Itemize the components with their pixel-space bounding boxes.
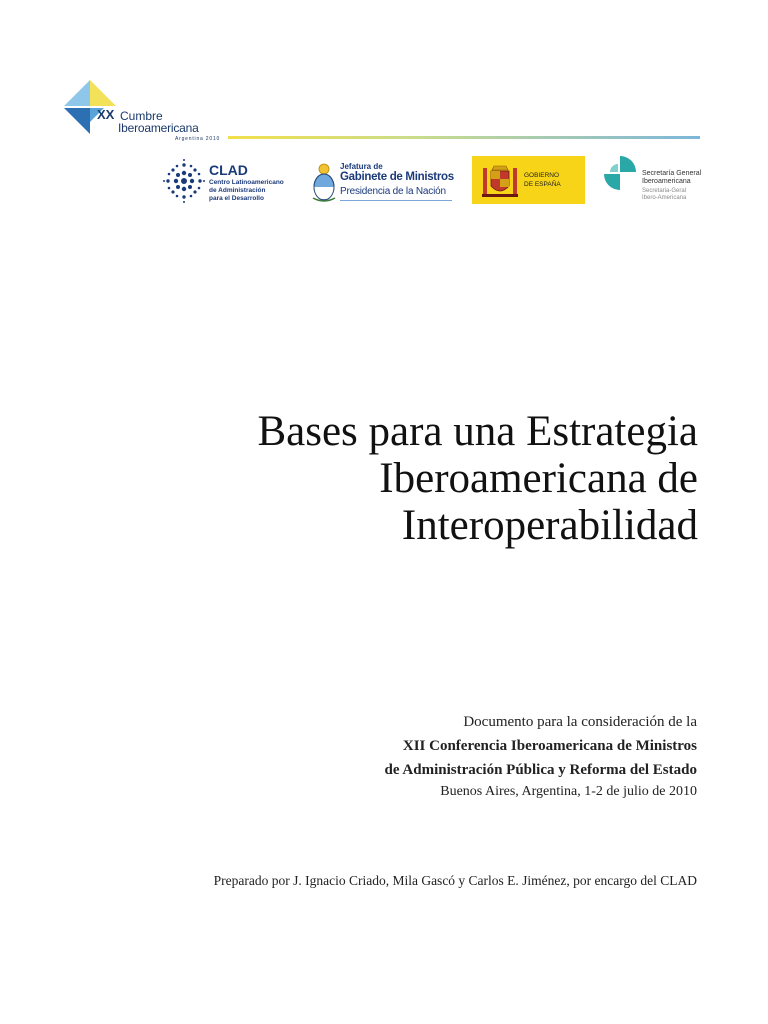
document-title: [120, 408, 698, 549]
segib-line1: Secretaría General: [642, 170, 702, 177]
header-divider: [228, 136, 700, 139]
cumbre-numeral: XX: [97, 107, 115, 122]
title-line: Iberoamericana de: [379, 455, 698, 502]
place-and-date: Buenos Aires, Argentina, 1-2 de julio de 2010: [440, 784, 697, 799]
segib-line2: Iberoamericana: [642, 178, 691, 185]
gabinete-ministros-logo: [312, 156, 457, 208]
gabinete-underline: [340, 200, 452, 201]
cumbre-word: Cumbre: [120, 109, 163, 123]
document-subtitle: [200, 710, 697, 802]
clad-name: CLAD: [209, 162, 248, 178]
espana-line2: DE ESPAÑA: [524, 181, 561, 188]
spain-coat-of-arms-icon: [480, 160, 520, 200]
cumbre-tagline: Argentina 2010: [175, 136, 221, 142]
segib-line4: Ibero-Americana: [642, 195, 687, 201]
segib-logo: [604, 156, 704, 208]
clad-starburst-icon: [163, 158, 205, 204]
gobierno-espana-logo: [472, 156, 585, 204]
iberoamericana-word: Iberoamericana: [118, 121, 199, 135]
title-line: Interoperabilidad: [401, 502, 698, 549]
gabinete-line1: Jefatura de: [340, 162, 383, 171]
title-line: Bases para una Estrategia: [257, 408, 698, 455]
segib-line3: Secretaria-Geral: [642, 188, 687, 194]
cumbre-iberoamericana-logo: [60, 78, 240, 142]
clad-subline: de Administración: [209, 187, 266, 194]
gabinete-line2: Gabinete de Ministros: [340, 171, 454, 183]
gabinete-line3: Presidencia de la Nación: [340, 186, 446, 197]
conference-name-line2: de Administración Pública y Reforma del Estado: [384, 762, 697, 778]
clad-subline: Centro Latinoamericano: [209, 179, 284, 186]
argentina-coat-of-arms-icon: [312, 162, 336, 202]
subtitle-intro: Documento para la consideración de la: [463, 714, 697, 730]
authors-credit: Preparado por J. Ignacio Criado, Mila Gascó y Carlos E. Jiménez, por encargo del CLAD: [213, 873, 697, 888]
clad-logo: [163, 156, 303, 208]
conference-name-line1: XII Conferencia Iberoamericana de Ministros: [402, 738, 697, 754]
espana-line1: GOBIERNO: [524, 172, 560, 179]
segib-emblem-icon: [604, 156, 638, 192]
clad-subline: para el Desarrollo: [209, 195, 264, 202]
